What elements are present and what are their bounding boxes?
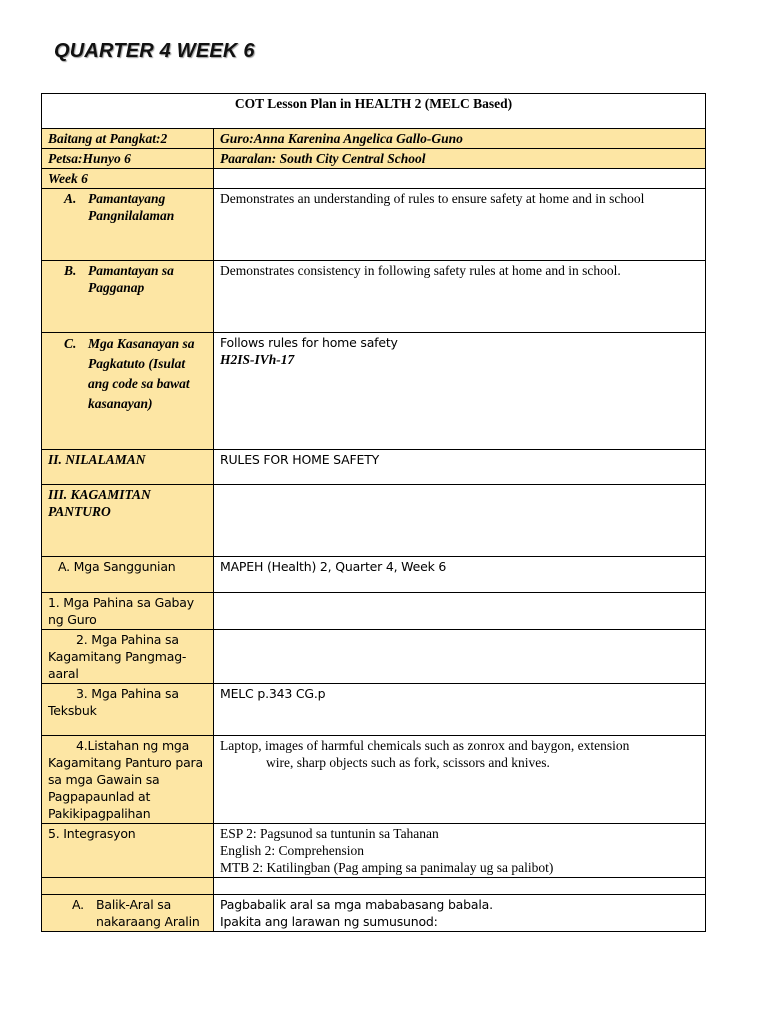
section-label: Pamantayan sa Pagganap [88,263,174,295]
paaralan-cell: Paaralan: South City Central School [214,149,706,169]
gabay-label: 1. Mga Pahina sa Gabay ng Guro [42,593,214,630]
kagamitan-empty [214,485,706,557]
balik-line: Pagbabalik aral sa mga mababasang babala. [220,897,493,912]
gabay-row [42,593,706,630]
kagamitan-row [42,485,706,557]
listahan-row [42,736,706,824]
integrasyon-row [42,824,706,878]
kagamitang-empty [214,630,706,684]
listahan-label-text: 4.Listahan ng mga Kagamitang Panturo para sa mga Gawain sa Pagpapaunlad at Pakikipagpalihan [48,738,203,821]
kagamitang-label [42,630,214,684]
pagganap-label [42,261,214,333]
section-label: Mga Kasanayan sa Pagkatuto (Isulat ang code sa bawat kasanayan) [88,336,195,411]
nilalaman-content: RULES FOR HOME SAFETY [214,450,706,485]
week-cell: Week 6 [42,169,214,189]
baitang-cell: Baitang at Pangkat:2 [42,129,214,149]
listahan-line: Laptop, images of harmful chemicals such as zonrox and baygon, extension [220,738,630,753]
integrasyon-content [214,824,706,878]
gabay-empty [214,593,706,630]
balik-label [42,895,214,932]
lesson-plan-table [41,93,706,932]
pamantayang-content: Demonstrates an understanding of rules to ensure safety at home and in school [214,189,706,261]
integrasyon-line: ESP 2: Pagsunod sa tuntunin sa Tahanan [220,826,439,841]
section-label: Pamantayang Pangnilalaman [88,191,175,223]
kasanayan-label [42,333,214,450]
sanggunian-row [42,557,706,593]
nilalaman-row [42,450,706,485]
kagamitang-row [42,630,706,684]
kasanayan-code: H2IS-IVh-17 [220,352,295,367]
guro-cell: Guro:Anna Karenina Angelica Gallo-Guno [214,129,706,149]
petsa-cell: Petsa:Hunyo 6 [42,149,214,169]
teksbuk-row [42,684,706,736]
balik-line: Ipakita ang larawan ng sumusunod: [220,914,438,929]
nilalaman-label: II. NILALAMAN [42,450,214,485]
kasanayan-text: Follows rules for home safety [220,335,398,350]
kagamitan-label: III. KAGAMITAN PANTURO [42,485,214,557]
teksbuk-label [42,684,214,736]
integrasyon-line: MTB 2: Katilingban (Pag amping sa panimalay ug sa palibot) [220,860,554,875]
section-row-b [42,261,706,333]
pamantayang-label [42,189,214,261]
info-row [42,129,706,149]
balik-content [214,895,706,932]
sanggunian-label-text: A. Mga Sanggunian [58,559,176,574]
section-letter: C. [64,336,77,351]
section-label: Balik-Aral sa nakaraang Aralin [96,897,200,929]
section-letter: A. [72,897,84,912]
info-row [42,169,706,189]
integrasyon-line: English 2: Comprehension [220,843,364,858]
spacer-label [42,878,214,895]
table-title: COT Lesson Plan in HEALTH 2 (MELC Based) [42,94,706,129]
teksbuk-label-text: 3. Mga Pahina sa Teksbuk [48,686,179,718]
listahan-label [42,736,214,824]
balik-row [42,895,706,932]
spacer-empty [214,878,706,895]
section-row-c [42,333,706,450]
page-title: QUARTER 4 WEEK 6 [54,40,255,62]
integrasyon-label: 5. Integrasyon [42,824,214,878]
section-letter: B. [64,263,77,278]
kagamitang-label-text: 2. Mga Pahina sa Kagamitang Pangmag-aaral [48,632,187,681]
listahan-line: wire, sharp objects such as fork, scissors and knives. [266,755,550,770]
info-row [42,149,706,169]
spacer-row [42,878,706,895]
kasanayan-content [214,333,706,450]
table-header-row [42,94,706,129]
sanggunian-content: MAPEH (Health) 2, Quarter 4, Week 6 [214,557,706,593]
listahan-content [214,736,706,824]
section-letter: A. [64,191,77,206]
week-empty-cell [214,169,706,189]
sanggunian-label [42,557,214,593]
pagganap-content: Demonstrates consistency in following safety rules at home and in school. [214,261,706,333]
teksbuk-content: MELC p.343 CG.p [214,684,706,736]
section-row-a [42,189,706,261]
